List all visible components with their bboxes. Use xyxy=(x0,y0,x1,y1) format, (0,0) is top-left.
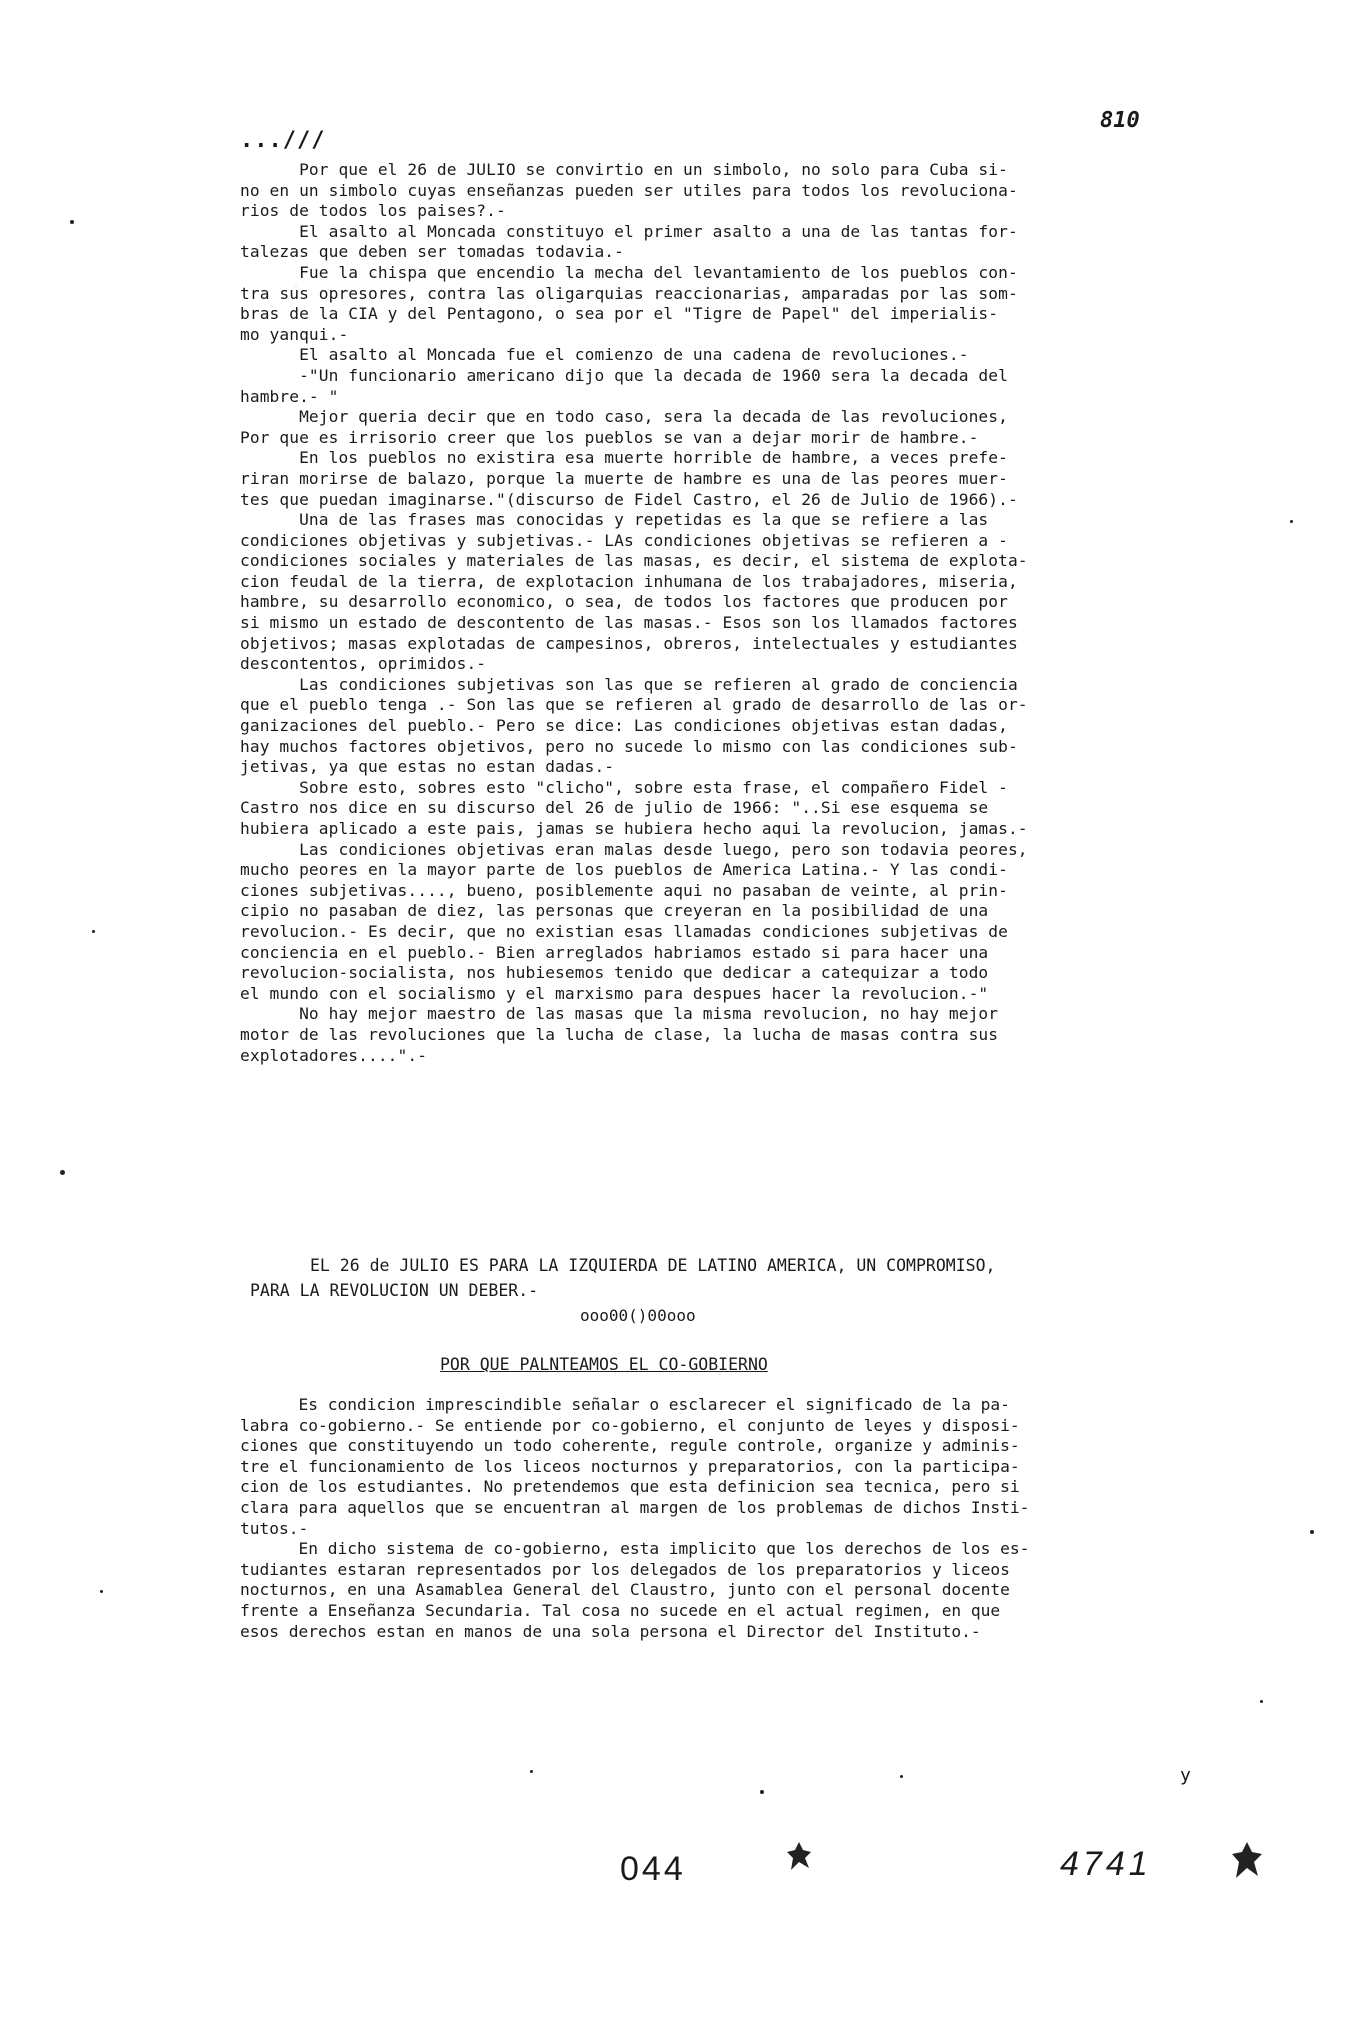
text-line: riran morirse de balazo, porque la muerte de hambre es una de las peores muer- xyxy=(240,468,1008,488)
text-line: condiciones sociales y materiales de las masas, es decir, el sistema de explota- xyxy=(240,551,1028,571)
text-line: tra sus opresores, contra las oligarquias reaccionarias, amparadas por las som- xyxy=(240,283,1018,303)
text-line: En los pueblos no existira esa muerte horrible de hambre, a veces prefe- xyxy=(240,448,1008,468)
text-line: hubiera aplicado a este pais, jamas se hubiera hecho aqui la revolucion, jamas.- xyxy=(240,819,1028,838)
text-line: tutos.- xyxy=(240,1518,309,1538)
text-line: revolucion-socialista, nos hubiesemos tenido que dedicar a catequizar a todo xyxy=(240,963,989,983)
text-line: Es condicion imprescindible señalar o esclarecer el significado de la pa- xyxy=(240,1395,1010,1414)
commitment-heading-line1: EL 26 de JULIO ES PARA LA IZQUIERDA DE LATINO AMERICA, UN COMPROMISO, xyxy=(310,1256,996,1275)
text-line: ciones que constituyendo un todo coherente, regule controle, organize y adminis- xyxy=(240,1436,1020,1456)
ink-blot-icon xyxy=(785,1840,813,1874)
text-line: clara para aquellos que se encuentran al margen de los problemas de dichos Insti- xyxy=(240,1497,1030,1517)
text-line: tre el funcionamiento de los liceos nocturnos y preparatorios, con la participa- xyxy=(240,1456,1020,1476)
footer-left-number: 044 xyxy=(620,1850,686,1888)
text-line: labra co-gobierno.- Se entiende por co-gobierno, el conjunto de leyes y disposi- xyxy=(240,1415,1020,1435)
scan-speck xyxy=(1290,520,1293,523)
ink-blot-icon xyxy=(1230,1840,1264,1880)
scan-speck xyxy=(760,1790,764,1794)
text-line: rios de todos los paises?.- xyxy=(240,201,506,221)
text-line: revolucion.- Es decir, que no existian esas llamadas condiciones subjetivas de xyxy=(240,921,1008,941)
text-line: Mejor queria decir que en todo caso, sera la decada de las revoluciones, xyxy=(240,407,1008,427)
text-line: ganizaciones del pueblo.- Pero se dice: Las condiciones objetivas estan dadas, xyxy=(240,716,1008,736)
text-line: esos derechos estan en manos de una sola persona el Director del Instituto.- xyxy=(240,1621,981,1641)
text-line: talezas que deben ser tomadas todavia.- xyxy=(240,242,624,262)
text-line: hambre, su desarrollo economico, o sea, de todos los factores que producen por xyxy=(240,592,1008,612)
margin-note: y xyxy=(1180,1765,1191,1786)
text-line: que el pueblo tenga .- Son las que se refieren al grado de desarrollo de las or- xyxy=(240,695,1028,715)
text-line: En dicho sistema de co-gobierno, esta implicito que los derechos de los es- xyxy=(240,1539,1030,1559)
text-line: Por que es irrisorio creer que los pueblos se van a dejar morir de hambre.- xyxy=(240,427,979,447)
text-line: bras de la CIA y del Pentagono, o sea por el "Tigre de Papel" del imperialis- xyxy=(240,304,999,324)
continuation-marker: .../// xyxy=(240,128,326,153)
text-line: Las condiciones subjetivas son las que se refieren al grado de conciencia xyxy=(240,674,1018,694)
scan-speck xyxy=(1260,1700,1263,1703)
text-line: objetivos; masas explotadas de campesinos, obreros, intelectuales y estudiantes xyxy=(240,633,1018,653)
text-line: no en un simbolo cuyas enseñanzas pueden ser utiles para todos los revoluciona- xyxy=(240,180,1018,200)
text-line: El asalto al Moncada constituyo el primer asalto a una de las tantas for- xyxy=(240,221,1018,241)
text-line: jetivas, ya que estas no estan dadas.- xyxy=(240,757,615,777)
text-line: No hay mejor maestro de las masas que la misma revolucion, no hay mejor xyxy=(240,1004,999,1024)
text-line: conciencia en el pueblo.- Bien arreglados habriamos estado si para hacer una xyxy=(240,942,989,962)
text-line: motor de las revoluciones que la lucha de clase, la lucha de masas contra sus xyxy=(240,1024,999,1044)
text-line: ciones subjetivas...., bueno, posiblemente aqui no pasaban de veinte, al prin- xyxy=(240,880,1008,900)
text-line: Las condiciones objetivas eran malas desde luego, pero son todavia peores, xyxy=(240,839,1028,859)
text-line: cipio no pasaban de diez, las personas que creyeran en la posibilidad de una xyxy=(240,901,989,921)
scan-speck xyxy=(900,1775,903,1778)
text-line: hay muchos factores objetivos, pero no sucede lo mismo con las condiciones sub- xyxy=(240,736,1018,756)
section-body-text xyxy=(240,1395,1220,1642)
text-line: Fue la chispa que encendio la mecha del levantamiento de los pueblos con- xyxy=(240,262,1018,282)
section-heading: POR QUE PALNTEAMOS EL CO-GOBIERNO xyxy=(440,1355,768,1374)
text-line: Por que el 26 de JULIO se convirtio en un simbolo, no solo para Cuba si- xyxy=(240,160,1008,179)
scan-speck xyxy=(530,1770,533,1773)
text-line: tes que puedan imaginarse."(discurso de Fidel Castro, el 26 de Julio de 1966).- xyxy=(240,489,1018,509)
text-line: hambre.- " xyxy=(240,386,339,406)
text-line: cion de los estudiantes. No pretendemos que esta definicion sea tecnica, pero si xyxy=(240,1477,1020,1497)
text-line: el mundo con el socialismo y el marxismo para despues hacer la revolucion.-" xyxy=(240,983,989,1003)
text-line: tudiantes estaran representados por los delegados de los preparatorios y liceos xyxy=(240,1559,1010,1579)
text-line: -"Un funcionario americano dijo que la decada de 1960 sera la decada del xyxy=(240,365,1008,385)
scan-speck xyxy=(1310,1530,1314,1534)
text-line: condiciones objetivas y subjetivas.- LAs condiciones objetivas se refieren a - xyxy=(240,530,1008,550)
commitment-heading-line2: PARA LA REVOLUCION UN DEBER.- xyxy=(250,1281,539,1300)
text-line: El asalto al Moncada fue el comienzo de una cadena de revoluciones.- xyxy=(240,345,969,365)
text-line: Sobre esto, sobres esto "clicho", sobre esta frase, el compañero Fidel - xyxy=(240,777,1008,797)
text-line: nocturnos, en una Asamablea General del Claustro, junto con el personal docente xyxy=(240,1580,1010,1600)
text-line: cion feudal de la tierra, de explotacion inhumana de los trabajadores, miseria, xyxy=(240,571,1018,591)
section-separator: ooo00()00ooo xyxy=(580,1306,696,1325)
text-line: descontentos, oprimidos.- xyxy=(240,654,487,674)
scan-speck xyxy=(70,220,74,224)
text-line: mucho peores en la mayor parte de los pueblos de America Latina.- Y las condi- xyxy=(240,860,1008,880)
footer-right-number: 4741 xyxy=(1060,1845,1152,1883)
page-number: 810 xyxy=(1100,108,1140,133)
text-line: mo yanqui.- xyxy=(240,324,349,344)
scan-speck xyxy=(92,930,95,933)
text-line: frente a Enseñanza Secundaria. Tal cosa no sucede en el actual regimen, en que xyxy=(240,1600,1001,1620)
text-line: explotadores....".- xyxy=(240,1045,428,1065)
text-line: si mismo un estado de descontento de las masas.- Esos son los llamados factores xyxy=(240,613,1018,633)
body-text xyxy=(240,160,1220,1066)
scan-speck xyxy=(100,1590,103,1593)
text-line: Castro nos dice en su discurso del 26 de julio de 1966: "..Si ese esquema se xyxy=(240,798,989,818)
scan-speck xyxy=(60,1170,65,1175)
text-line: Una de las frases mas conocidas y repetidas es la que se refiere a las xyxy=(240,510,989,530)
